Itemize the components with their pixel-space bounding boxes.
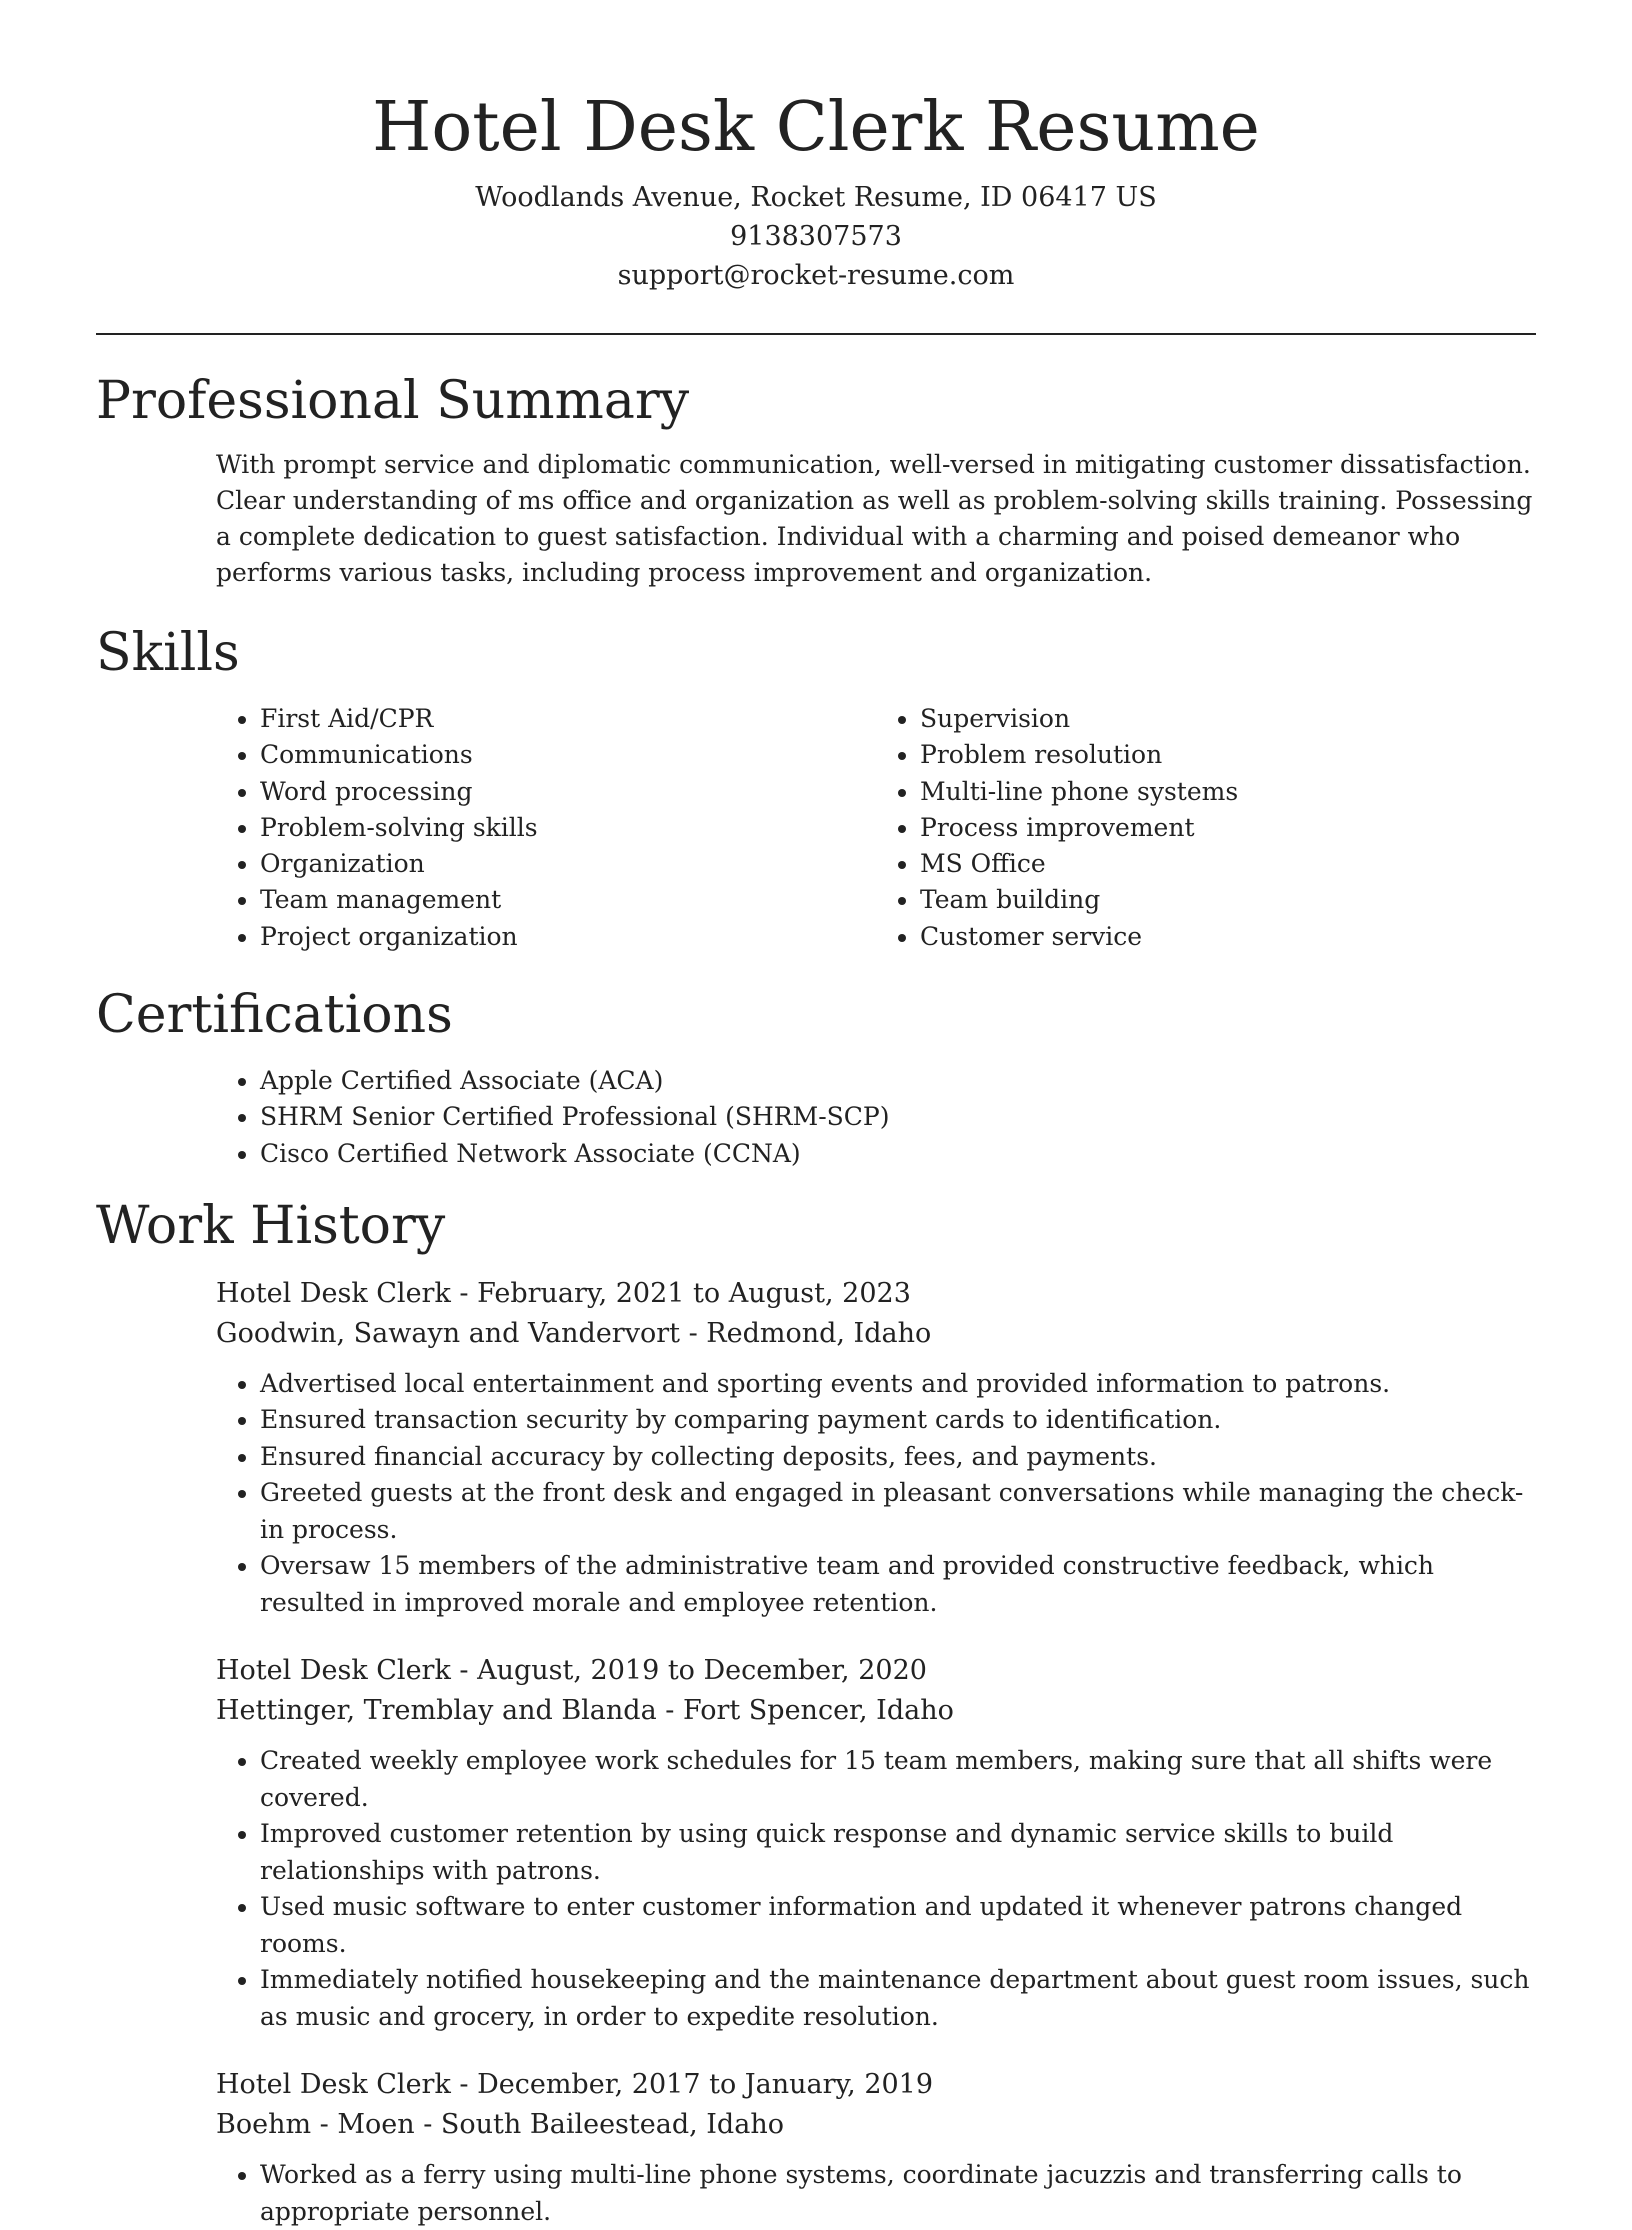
job-bullet: • Created weekly employee work schedules for 15 team members, making sure that all shifts were covered. bbox=[260, 1743, 1536, 1816]
skill-item: • Team management bbox=[260, 882, 876, 918]
skill-item: • Word processing bbox=[260, 774, 876, 810]
contact-phone: 9138307573 bbox=[730, 221, 902, 252]
header-divider bbox=[96, 333, 1536, 335]
skill-item: • Communications bbox=[260, 737, 876, 773]
resume-page bbox=[96, 0, 1536, 2230]
skill-item: • Supervision bbox=[920, 701, 1536, 737]
skill-item: • Organization bbox=[260, 846, 876, 882]
job-entry bbox=[216, 1651, 1536, 2035]
resume-title: Hotel Desk Clerk Resume bbox=[372, 88, 1260, 167]
job-bullets bbox=[216, 1743, 1536, 2035]
certification-item: • Apple Certified Associate (ACA) bbox=[260, 1063, 1536, 1099]
summary-text: With prompt service and diplomatic communication, well-versed in mitigating customer dissatisfaction. Clear understanding of ms office and organization as well as problem-solving skills training. Possessing a complete dedication to guest satisfaction. Individual with a charming and poised demeanor who performs various tasks, including process improvement and organization. bbox=[216, 450, 1533, 587]
skill-item: • First Aid/CPR bbox=[260, 701, 876, 737]
job-bullet: • Oversaw 15 members of the administrative team and provided constructive feedback, which resulted in improved morale and employee retention. bbox=[260, 1548, 1536, 1621]
certifications-list bbox=[216, 1063, 1536, 1172]
job-title-line: Hotel Desk Clerk - February, 2021 to August, 2023 bbox=[216, 1277, 911, 1309]
skills-heading: Skills bbox=[96, 623, 240, 683]
contact-block bbox=[96, 178, 1536, 295]
summary-heading: Professional Summary bbox=[96, 371, 690, 431]
certifications-heading: Certifications bbox=[96, 985, 453, 1046]
skill-item: • Team building bbox=[920, 882, 1536, 918]
skills-columns bbox=[216, 701, 1536, 955]
skill-item: • Problem-solving skills bbox=[260, 810, 876, 846]
job-entry bbox=[216, 1274, 1536, 1622]
job-company-line: Boehm - Moen - South Baileestead, Idaho bbox=[216, 2109, 784, 2141]
job-entry bbox=[216, 2065, 1536, 2230]
skill-item: • Problem resolution bbox=[920, 737, 1536, 773]
job-bullet: • Used music software to enter customer information and updated it whenever patrons changed rooms. bbox=[260, 1889, 1536, 1962]
job-bullets bbox=[216, 1366, 1536, 1622]
contact-email: support@rocket-resume.com bbox=[617, 260, 1015, 291]
job-bullet: • Worked as a ferry using multi-line phone systems, coordinate jacuzzis and transferring calls to appropriate personnel. bbox=[260, 2157, 1536, 2230]
job-company-line: Hettinger, Tremblay and Blanda - Fort Spencer, Idaho bbox=[216, 1695, 954, 1727]
skill-item: • Process improvement bbox=[920, 810, 1536, 846]
skill-item: • Project organization bbox=[260, 919, 876, 955]
job-bullet: • Ensured transaction security by comparing payment cards to identification. bbox=[260, 1402, 1536, 1439]
job-company-line: Goodwin, Sawayn and Vandervort - Redmond, Idaho bbox=[216, 1317, 932, 1349]
job-bullet: • Greeted guests at the front desk and engaged in pleasant conversations while managing the check-in process. bbox=[260, 1475, 1536, 1548]
job-bullet: • Improved customer retention by using quick response and dynamic service skills to build relationships with patrons. bbox=[260, 1816, 1536, 1889]
skill-item: • MS Office bbox=[920, 846, 1536, 882]
skills-list-right bbox=[876, 701, 1536, 955]
job-bullet: • Immediately notified housekeeping and the maintenance department about guest room issues, such as music and grocery, in order to expedite resolution. bbox=[260, 1962, 1536, 2035]
certification-item: • Cisco Certified Network Associate (CCNA) bbox=[260, 1136, 1536, 1172]
job-bullet: • Ensured financial accuracy by collecting deposits, fees, and payments. bbox=[260, 1439, 1536, 1476]
skill-item: • Customer service bbox=[920, 919, 1536, 955]
job-bullets bbox=[216, 2157, 1536, 2230]
job-title-line: Hotel Desk Clerk - August, 2019 to December, 2020 bbox=[216, 1655, 927, 1687]
contact-address: Woodlands Avenue, Rocket Resume, ID 06417 US bbox=[475, 182, 1157, 213]
work-history-heading: Work History bbox=[96, 1195, 446, 1256]
job-bullet: • Advertised local entertainment and sporting events and provided information to patrons. bbox=[260, 1366, 1536, 1403]
skills-list-left bbox=[216, 701, 876, 955]
certification-item: • SHRM Senior Certified Professional (SHRM-SCP) bbox=[260, 1099, 1536, 1135]
skill-item: • Multi-line phone systems bbox=[920, 774, 1536, 810]
job-title-line: Hotel Desk Clerk - December, 2017 to January, 2019 bbox=[216, 2069, 934, 2101]
